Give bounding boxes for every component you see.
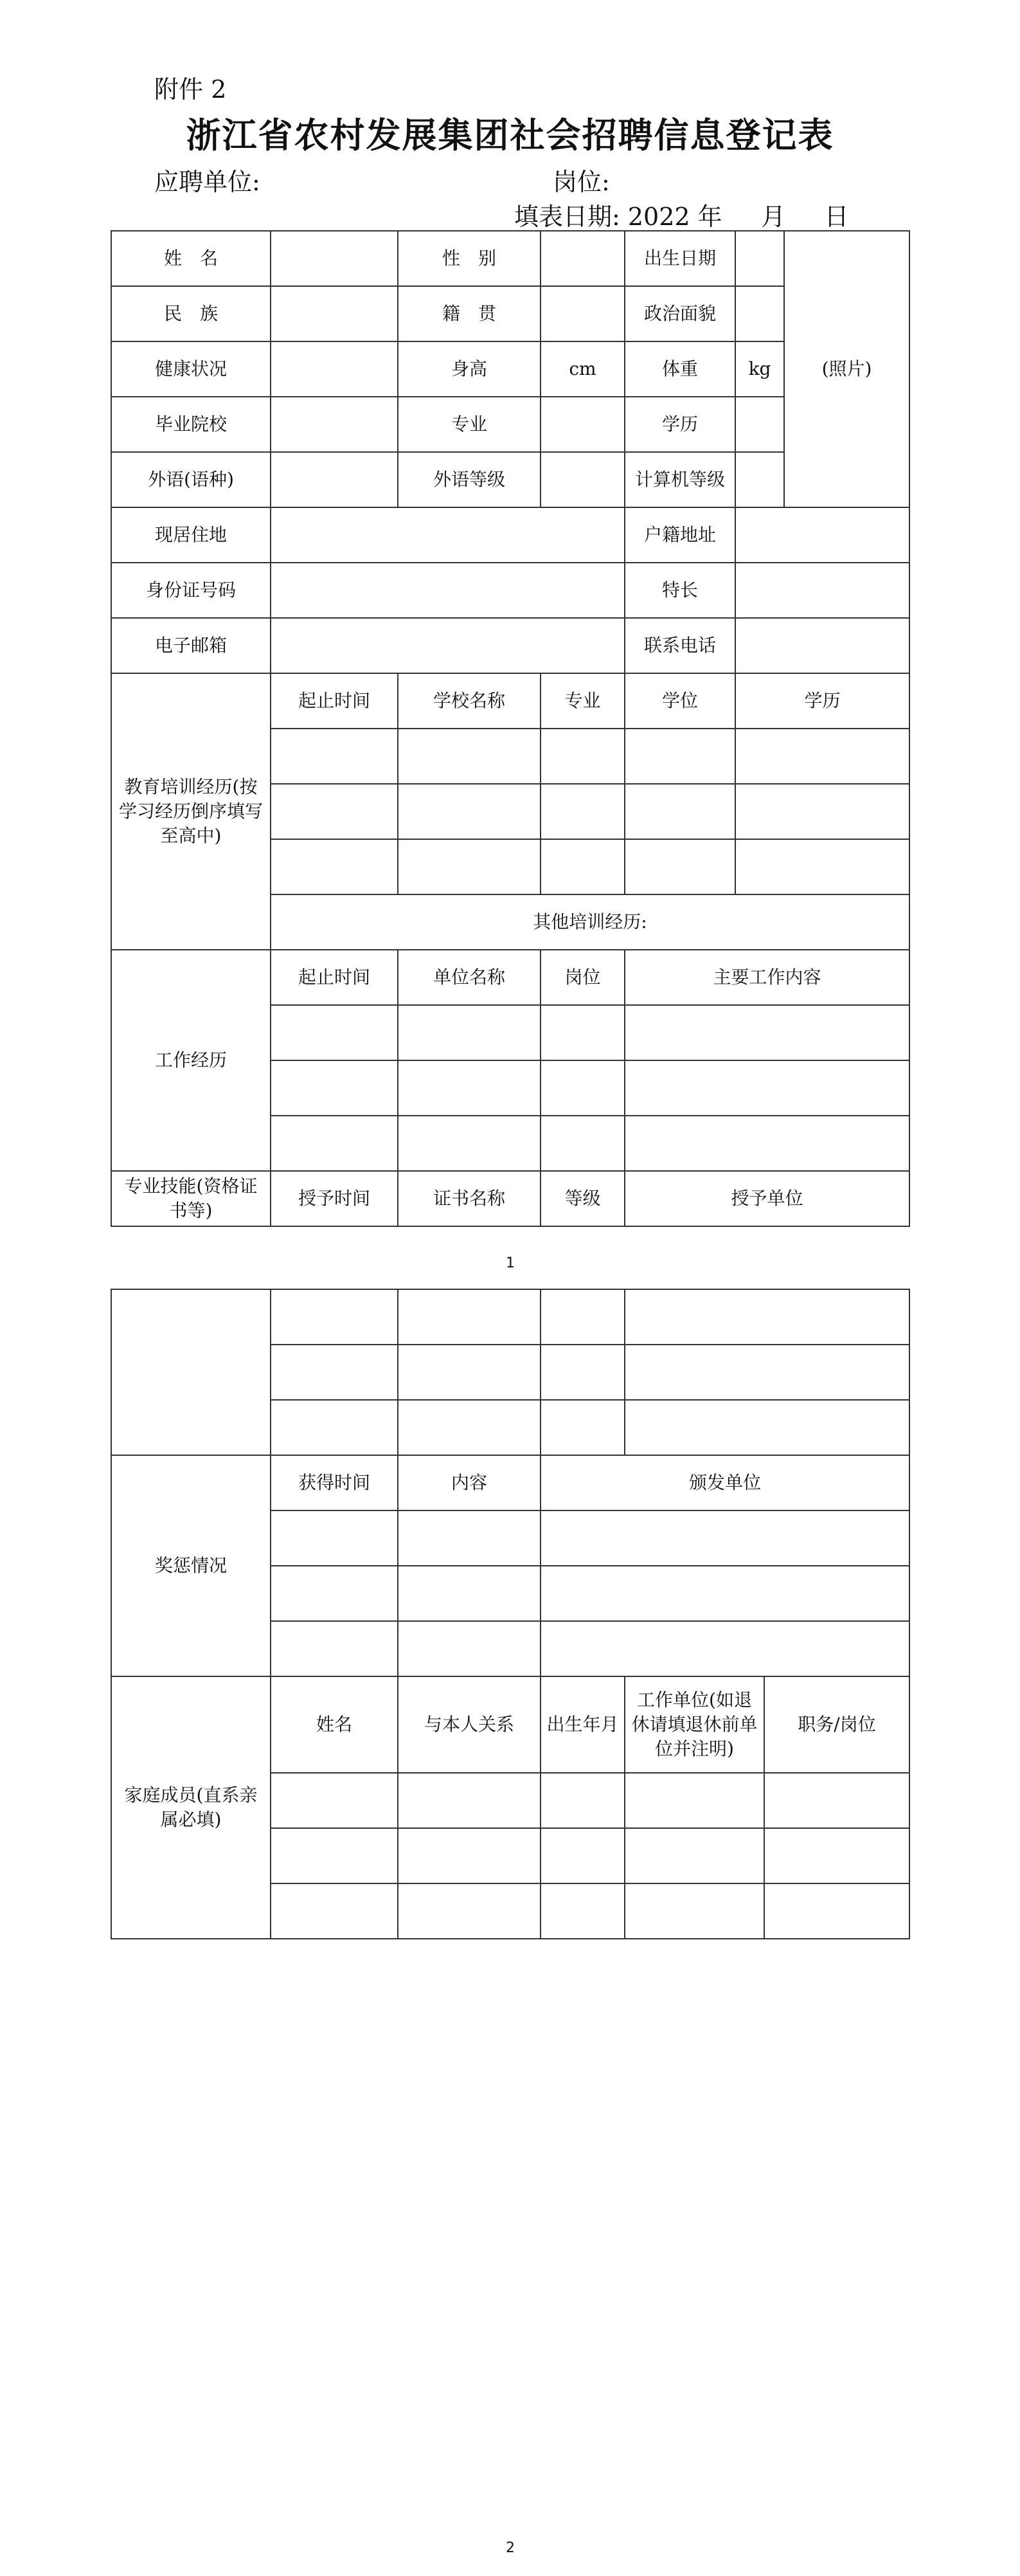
table-cell[interactable] — [541, 1621, 909, 1676]
attachment-label: 附件 2 — [154, 75, 227, 104]
other-training-field[interactable]: 其他培训经历: — [271, 894, 909, 950]
table-cell[interactable] — [271, 1773, 398, 1828]
table-cell[interactable] — [271, 1060, 398, 1116]
table-cell[interactable] — [271, 1345, 398, 1400]
table-cell[interactable] — [398, 1883, 541, 1939]
birth-date-label: 出生日期 — [625, 231, 735, 286]
family-members-label: 家庭成员(直系亲属必填) — [111, 1676, 271, 1939]
table-cell[interactable] — [625, 729, 735, 784]
table-cell[interactable] — [541, 1828, 625, 1883]
ethnicity-field[interactable] — [271, 286, 398, 341]
awards-label: 奖惩情况 — [111, 1455, 271, 1676]
health-label: 健康状况 — [111, 341, 271, 397]
table-header: 内容 — [398, 1455, 541, 1510]
height-field[interactable]: cm — [541, 341, 625, 397]
id-number-field[interactable] — [271, 563, 625, 618]
computer-level-field[interactable] — [735, 452, 784, 507]
table-cell[interactable] — [271, 839, 398, 894]
table-cell[interactable] — [625, 1828, 764, 1883]
table-cell[interactable] — [271, 1828, 398, 1883]
table-cell[interactable] — [764, 1883, 909, 1939]
gender-label: 性 别 — [398, 231, 541, 286]
table-cell[interactable] — [398, 1289, 541, 1345]
language-field[interactable] — [271, 452, 398, 507]
table-cell[interactable] — [271, 1883, 398, 1939]
table-cell[interactable] — [271, 1005, 398, 1060]
table-cell[interactable] — [625, 839, 735, 894]
native-place-label: 籍 贯 — [398, 286, 541, 341]
table-cell[interactable] — [764, 1828, 909, 1883]
table-cell[interactable] — [541, 1116, 625, 1171]
table-cell[interactable] — [398, 1566, 541, 1621]
table-cell[interactable] — [271, 1621, 398, 1676]
table-cell[interactable] — [541, 1289, 625, 1345]
id-number-label: 身份证号码 — [111, 563, 271, 618]
ethnicity-label: 民 族 — [111, 286, 271, 341]
photo-box[interactable]: (照片) — [784, 231, 909, 507]
computer-level-label: 计算机等级 — [625, 452, 735, 507]
table-cell[interactable] — [398, 1005, 541, 1060]
skills-continuation-label — [111, 1289, 271, 1455]
table-cell[interactable] — [398, 1116, 541, 1171]
table-cell[interactable] — [735, 839, 909, 894]
table-cell[interactable] — [398, 729, 541, 784]
language-label: 外语(语种) — [111, 452, 271, 507]
table-cell[interactable] — [541, 1510, 909, 1566]
residence-label: 现居住地 — [111, 507, 271, 563]
table-cell[interactable] — [398, 1345, 541, 1400]
birth-date-field[interactable] — [735, 231, 784, 286]
table-cell[interactable] — [271, 784, 398, 839]
name-field[interactable] — [271, 231, 398, 286]
page-number: 2 — [506, 2540, 515, 2556]
table-header: 等级 — [541, 1171, 625, 1226]
email-label: 电子邮箱 — [111, 618, 271, 673]
name-label: 姓 名 — [111, 231, 271, 286]
table-cell[interactable] — [271, 1510, 398, 1566]
school-field[interactable] — [271, 397, 398, 452]
table-cell[interactable] — [541, 1400, 625, 1455]
major-field[interactable] — [541, 397, 625, 452]
table-header: 授予单位 — [625, 1171, 909, 1226]
table-header: 岗位 — [541, 950, 625, 1005]
table-cell[interactable] — [625, 1289, 909, 1345]
table-cell[interactable] — [271, 1116, 398, 1171]
table-header: 专业 — [541, 673, 625, 729]
political-status-field[interactable] — [735, 286, 784, 341]
education-history-label: 教育培训经历(按学习经历倒序填写至高中) — [111, 673, 271, 950]
native-place-field[interactable] — [541, 286, 625, 341]
table-header: 学位 — [625, 673, 735, 729]
table-cell[interactable] — [541, 1005, 625, 1060]
work-history-label: 工作经历 — [111, 950, 271, 1171]
residence-field[interactable] — [271, 507, 625, 563]
table-header: 授予时间 — [271, 1171, 398, 1226]
education-field[interactable] — [735, 397, 784, 452]
table-header: 姓名 — [271, 1676, 398, 1773]
skills-label: 专业技能(资格证书等) — [111, 1171, 271, 1226]
table-header: 出生年月 — [541, 1676, 625, 1773]
table-header: 职务/岗位 — [764, 1676, 909, 1773]
table-cell[interactable] — [398, 784, 541, 839]
table-header: 工作单位(如退休请填退休前单位并注明) — [625, 1676, 764, 1773]
table-header: 颁发单位 — [541, 1455, 909, 1510]
table-cell[interactable] — [735, 729, 909, 784]
hukou-field[interactable] — [735, 507, 909, 563]
phone-label: 联系电话 — [625, 618, 735, 673]
specialty-field[interactable] — [735, 563, 909, 618]
form-title: 浙江省农村发展集团社会招聘信息登记表 — [186, 114, 834, 156]
weight-label: 体重 — [625, 341, 735, 397]
table-cell[interactable] — [625, 1060, 909, 1116]
table-cell[interactable] — [541, 1345, 625, 1400]
table-cell[interactable] — [625, 1005, 909, 1060]
table-cell[interactable] — [398, 1773, 541, 1828]
language-level-field[interactable] — [541, 452, 625, 507]
table-cell[interactable] — [541, 1773, 625, 1828]
weight-field[interactable]: kg — [735, 341, 784, 397]
table-header: 获得时间 — [271, 1455, 398, 1510]
specialty-label: 特长 — [625, 563, 735, 618]
table-cell[interactable] — [398, 1621, 541, 1676]
registration-table-page2 — [111, 1289, 910, 1939]
table-cell[interactable] — [541, 1883, 625, 1939]
table-cell[interactable] — [398, 1510, 541, 1566]
table-cell[interactable] — [398, 839, 541, 894]
table-cell[interactable] — [625, 1116, 909, 1171]
table-cell[interactable] — [541, 1060, 625, 1116]
table-header: 主要工作内容 — [625, 950, 909, 1005]
table-cell[interactable] — [398, 1828, 541, 1883]
language-level-label: 外语等级 — [398, 452, 541, 507]
fill-date-label: 填表日期: 2022 年 月 日 — [514, 203, 849, 231]
table-header: 证书名称 — [398, 1171, 541, 1226]
table-cell[interactable] — [541, 839, 625, 894]
table-cell[interactable] — [271, 1289, 398, 1345]
hukou-label: 户籍地址 — [625, 507, 735, 563]
table-header: 起止时间 — [271, 673, 398, 729]
table-cell[interactable] — [541, 1566, 909, 1621]
table-cell[interactable] — [625, 1883, 764, 1939]
table-cell[interactable] — [271, 1566, 398, 1621]
table-cell[interactable] — [735, 784, 909, 839]
table-header: 单位名称 — [398, 950, 541, 1005]
table-header: 与本人关系 — [398, 1676, 541, 1773]
table-cell[interactable] — [398, 1060, 541, 1116]
page-number: 1 — [506, 1255, 515, 1271]
education-label: 学历 — [625, 397, 735, 452]
table-cell[interactable] — [625, 1773, 764, 1828]
table-cell[interactable] — [541, 784, 625, 839]
email-field[interactable] — [271, 618, 625, 673]
height-label: 身高 — [398, 341, 541, 397]
table-cell[interactable] — [271, 1400, 398, 1455]
table-header: 学历 — [735, 673, 909, 729]
table-cell[interactable] — [271, 729, 398, 784]
political-status-label: 政治面貌 — [625, 286, 735, 341]
applied-unit-label: 应聘单位: — [154, 168, 260, 196]
health-field[interactable] — [271, 341, 398, 397]
gender-field[interactable] — [541, 231, 625, 286]
position-label: 岗位: — [553, 168, 610, 196]
table-cell[interactable] — [541, 729, 625, 784]
table-cell[interactable] — [398, 1400, 541, 1455]
table-cell[interactable] — [625, 1345, 909, 1400]
table-row — [111, 1289, 909, 1345]
major-label: 专业 — [398, 397, 541, 452]
table-header: 起止时间 — [271, 950, 398, 1005]
table-cell[interactable] — [625, 784, 735, 839]
table-cell[interactable] — [625, 1400, 909, 1455]
phone-field[interactable] — [735, 618, 909, 673]
table-header: 学校名称 — [398, 673, 541, 729]
registration-table-page1 — [111, 230, 910, 1227]
school-label: 毕业院校 — [111, 397, 271, 452]
table-cell[interactable] — [764, 1773, 909, 1828]
